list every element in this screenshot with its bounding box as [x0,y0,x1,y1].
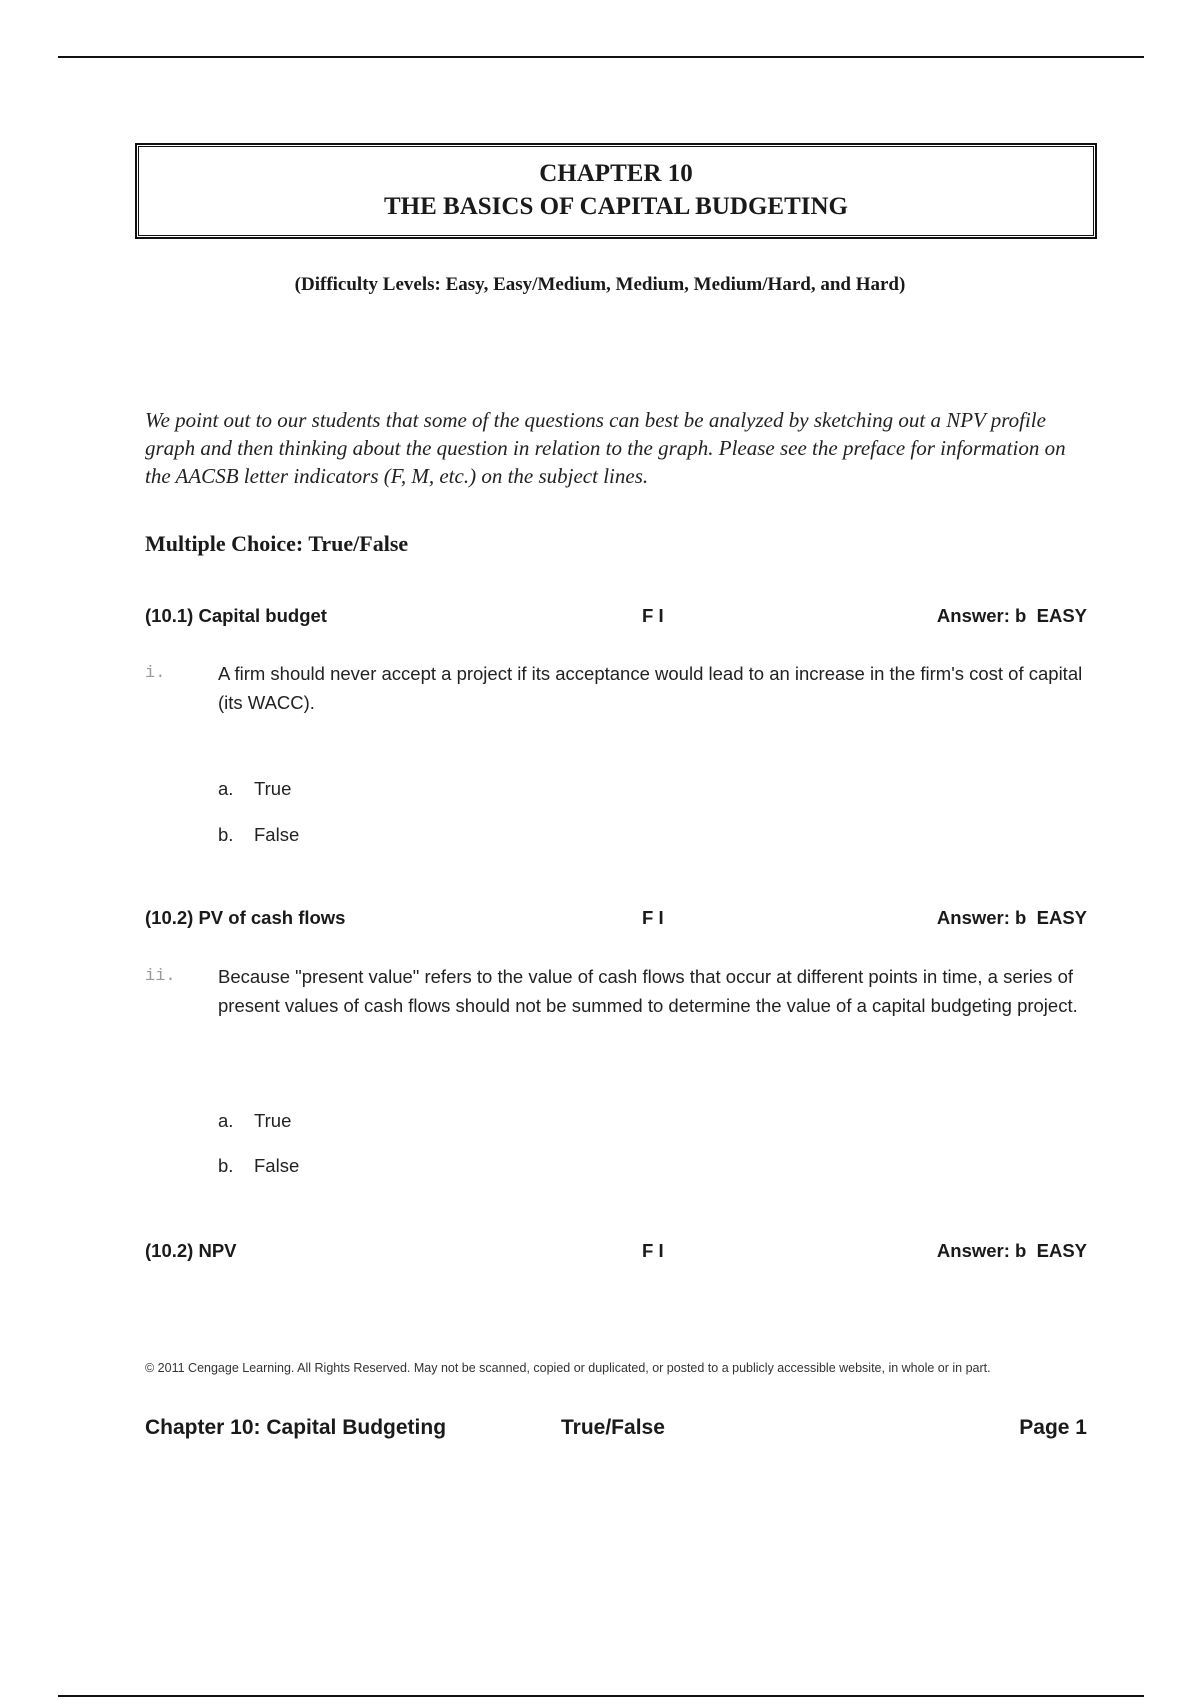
question-topic: (10.1) Capital budget [145,605,327,626]
section-heading: Multiple Choice: True/False [145,531,409,556]
option-letter: b. [218,1155,234,1176]
footer-section: True/False [561,1416,665,1439]
question-answer: Answer: b EASY [936,907,1087,928]
chapter-title-box [138,146,1094,236]
page-footer [145,1416,1087,1444]
question-text: A firm should never accept a project if its acceptance would lead to an increase in the firm's cost of capital (its WACC). [218,663,1083,713]
option-b [218,824,299,846]
top-rule [58,56,1144,58]
option-letter: a. [218,778,234,799]
question-text: Because "present value" refers to the value of cash flows that occur at different points in time, a series of present values of cash flows should not be summed to determine the value of a capital budgeting project. [218,966,1078,1016]
option-label: False [254,824,300,845]
question-answer: Answer: b EASY [936,1240,1087,1261]
chapter-number: CHAPTER 10 [539,160,693,187]
footer-page-number: Page 1 [1019,1416,1087,1439]
option-label: False [254,1155,300,1176]
question-header-2 [145,907,1087,933]
question-code: F I [642,1240,664,1261]
question-answer: Answer: b EASY [936,605,1087,626]
chapter-title: THE BASICS OF CAPITAL BUDGETING [384,193,848,220]
question-topic: (10.2) NPV [145,1240,237,1261]
footer-chapter: Chapter 10: Capital Budgeting [145,1416,447,1439]
question-code: F I [642,907,664,928]
copyright-notice: © 2011 Cengage Learning. All Rights Reserved. May not be scanned, copied or duplicated, or posted to a publicly accessible website, in whole or in part. [145,1361,991,1375]
option-letter: a. [218,1110,234,1131]
question-header-3 [145,1240,1087,1266]
bottom-rule [58,1695,1144,1697]
option-a [218,1110,291,1132]
option-label: True [254,1110,292,1131]
question-header-1 [145,605,1087,631]
question-code: F I [642,605,664,626]
question-number: ii. [145,967,176,986]
option-label: True [254,778,292,799]
intro-paragraph: We point out to our students that some of the questions can best be analyzed by sketching out a NPV profile graph and then thinking about the question in relation to the graph. Please see the preface for information on the AACSB letter indicators (F, M, etc.) on the subject lines. [145,408,1066,488]
question-topic: (10.2) PV of cash flows [145,907,346,928]
option-a [218,778,291,800]
difficulty-levels: (Difficulty Levels: Easy, Easy/Medium, Medium, Medium/Hard, and Hard) [294,274,906,295]
option-b [218,1155,299,1177]
question-number: i. [145,664,166,683]
option-letter: b. [218,824,234,845]
